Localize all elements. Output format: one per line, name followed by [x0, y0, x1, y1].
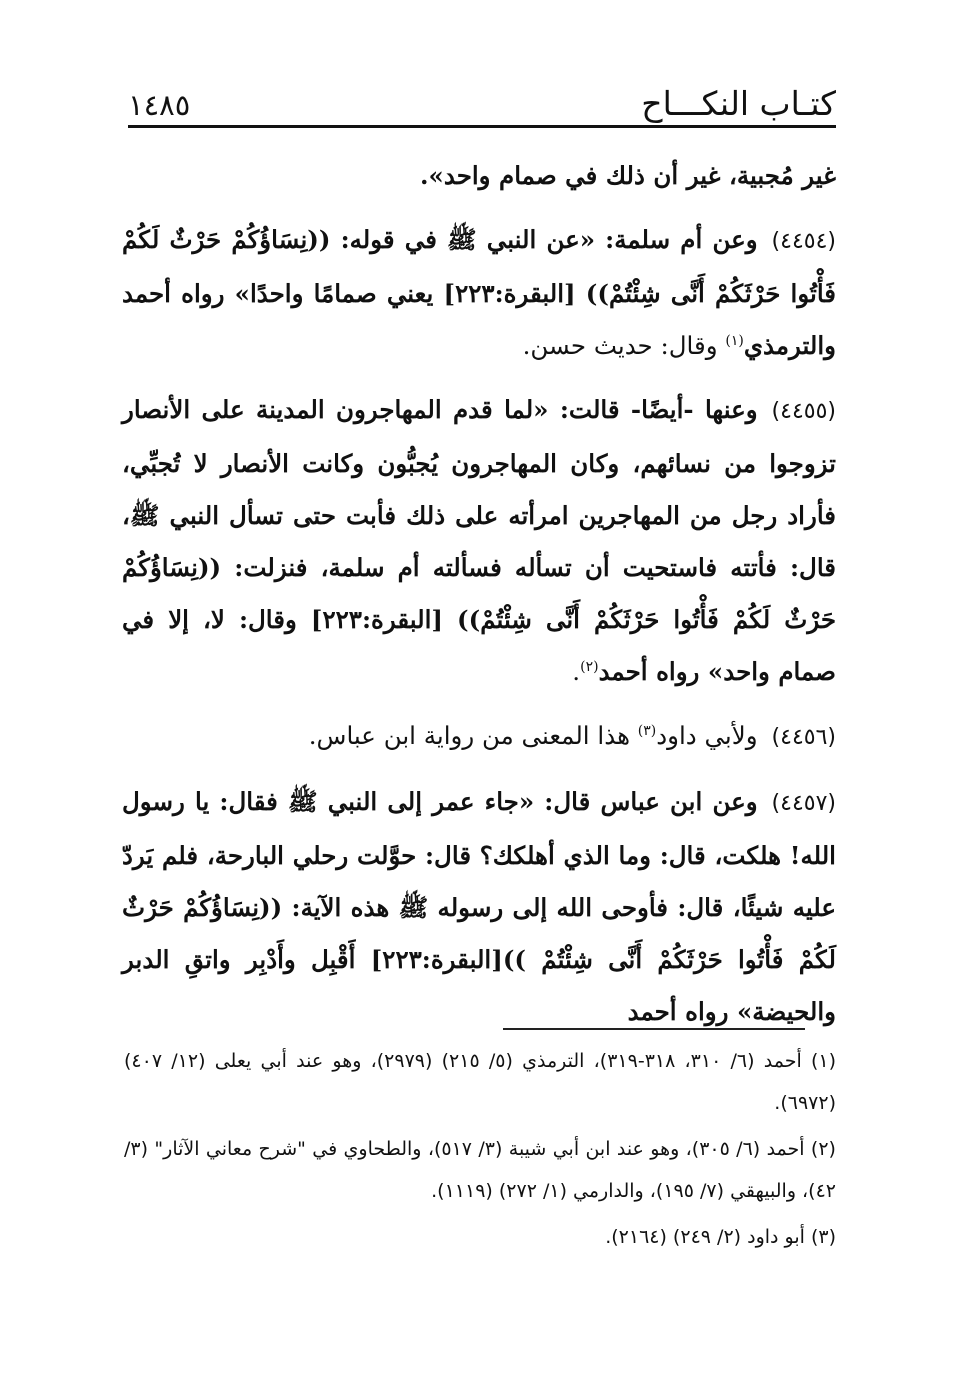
footnote-1: (١) أحمد (٦/ ٣١٠، ٣١٨-٣١٩)، الترمذي (٥/ ٢١٥) (٢٩٧٩)، وهو عند أبي يعلى (١٢/ ٤٠٧) (٦٩٧٢).: [124, 1050, 837, 1114]
footnote-2: (٢) أحمد (٦/ ٣٠٥)، وهو عند ابن أبي شيبة (٣/ ٥١٧)، والطحاوي في "شرح معاني الآثار" (٣/ ٤٢)، والبيهقي (٧/ ١٩٥)، والدارمي (١/ ٢٧٢) (١١١٩).: [124, 1138, 836, 1202]
main-text: [122, 150, 836, 1050]
hadith-text: ولأبي داود: [656, 721, 758, 750]
footnotes: [124, 1040, 836, 1262]
footnote-ref: (٣): [637, 722, 657, 739]
hadith-tail: .: [572, 657, 581, 686]
hadith-number: (٤٤٥٥): [771, 399, 836, 424]
hadith-number: (٤٤٥٧): [771, 791, 836, 816]
hadith-text: وعن ابن عباس قال: «جاء عمر إلى النبي ﷺ فقال: يا رسول الله! هلكت، قال: وما الذي أهلكك؟ قال: حوَّلت رحلي البارحة، فلم يَردّ عليه شيئًا، قال: فأوحى الله إلى رسوله ﷺ هذه الآية: ((نِسَاؤُكُمْ حَرْثٌ لَكُمْ فَأْتُوا حَرْثَكُمْ أَنَّى شِئْتُمْ ))[البقرة:٢٢٣] أَقْبِل وأَدْبِر واتقِ الدبر والحيضة» رواه أحمد: [122, 787, 836, 1026]
hadith-4456: [122, 710, 836, 764]
hadith-tail: وقال: حديث حسن.: [522, 331, 726, 360]
hadith-text: وعن أم سلمة: «عن النبي ﷺ في قوله: ((نِسَاؤُكُمْ حَرْثٌ لَكُمْ فَأْتُوا حَرْثَكُمْ أَنَّى شِئْتُمْ)) [البقرة:٢٢٣] يعني صمامًا واحدًا» رواه أحمد والترمذي: [122, 225, 837, 360]
paragraph-continuation: غير مُجبية، غير أن ذلك في صمام واحد».: [420, 161, 836, 190]
hadith-4455: [122, 384, 836, 698]
hadith-number: (٤٤٥٦): [771, 725, 836, 750]
page-number: ١٤٨٥: [128, 88, 191, 122]
footnote-ref: (١): [725, 332, 744, 349]
header-rule: [128, 125, 836, 128]
hadith-text: وعنها -أيضًا- قالت: «لما قدم المهاجرون المدينة على الأنصار تزوجوا من نسائهم، وكان المهاجرون يُجبُّون وكانت الأنصار لا تُجبِّي، فأراد رجل من المهاجرين امرأته على ذلك فأبت حتى تسأل النبي ﷺ، قال: فأتته فاستحيت أن تسأله فسألته أم سلمة، فنزلت: ((نِسَاؤُكُمْ حَرْثٌ لَكُمْ فَأْتُوا حَرْثَكُمْ أَنَّى شِئْتُمْ)) [البقرة:٢٢٣] وقال: لا، إلا في صمام واحد» رواه أحمد: [122, 395, 836, 686]
hadith-4454: [122, 214, 836, 372]
chapter-title: كتـاب النكـــاح: [641, 84, 836, 123]
hadith-number: (٤٤٥٤): [771, 229, 836, 254]
footnote-ref: (٢): [580, 658, 599, 675]
footnote-3: (٣) أبو داود (٢/ ٢٤٩) (٢١٦٤).: [605, 1226, 836, 1248]
page-header: [128, 70, 836, 128]
hadith-4457: [122, 776, 836, 1038]
footnote-separator: [503, 1028, 805, 1030]
hadith-tail: هذا المعنى من رواية ابن عباس.: [308, 721, 638, 750]
